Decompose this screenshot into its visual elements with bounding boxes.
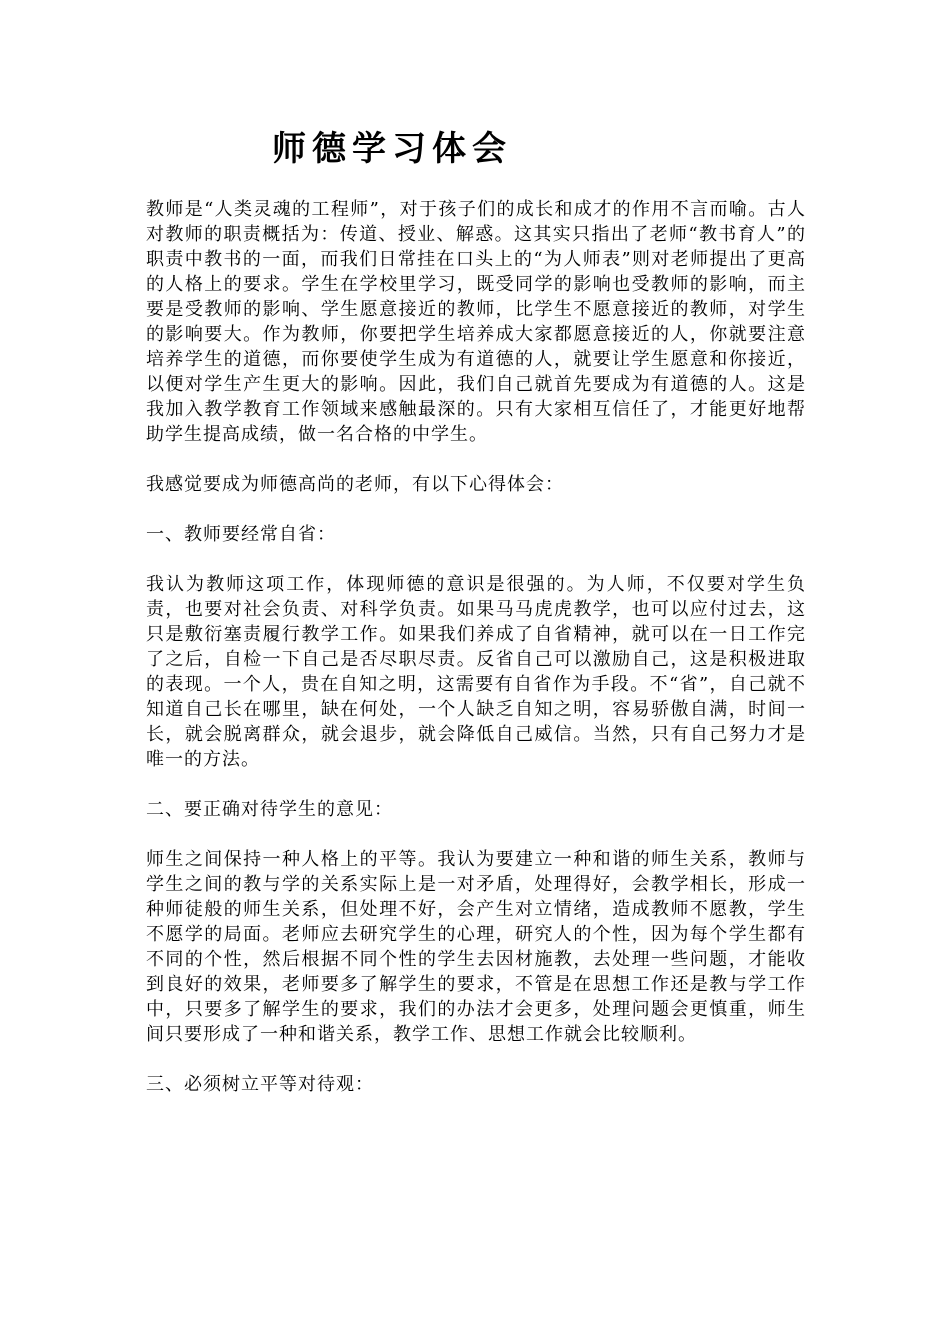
paragraph-gap: [146, 447, 806, 472]
section-1-heading: 一、教师要经常自省：: [146, 524, 336, 545]
section-2-paragraph: 师生之间保持一种人格上的平等。我认为要建立一种和谐的师生关系，教师与学生之间的教与学的关系实际上是一对矛盾，处理得好，会教学相长，形成一种师徒般的师生关系，但处理不好，会产生对立情绪，造成教师不愿教，学生不愿学的局面。老师应去研究学生的心理，研究人的个性，因为每个学生都有不同的个性，然后根据不同个性的学生去因材施教，去处理一些问题，才能收到良好的效果，老师要多了解学生的要求，不管是在思想工作还是教与学工作中，只要多了解学生的要求，我们的办法才会更多，处理问题会更慎重，师生间只要形成了一种和谐关系，教学工作、思想工作就会比较顺利。: [146, 849, 806, 1045]
intro-paragraph: 教师是“人类灵魂的工程师”，对于孩子们的成长和成才的作用不言而喻。古人对教师的职责概括为：传道、授业、解惑。这其实只指出了老师“教书育人”的职责中教书的一面，而我们日常挂在口头上的“为人师表”则对老师提出了更高的人格上的要求。学生在学校里学习，既受同学的影响也受教师的影响，而主要是受教师的影响、学生愿意接近的教师，比学生不愿意接近的教师，对学生的影响要大。作为教师，你要把学生培养成大家都愿意接近的人，你就要注意培养学生的道德，而你要使学生成为有道德的人，就要让学生愿意和你接近，以便对学生产生更大的影响。因此，我们自己就首先要成为有道德的人。这是我加入教学教育工作领域来感触最深的。只有大家相互信任了，才能更好地帮助学生提高成绩，做一名合格的中学生。: [146, 199, 806, 445]
lead-sentence: 我感觉要成为师德高尚的老师，有以下心得体会：: [146, 474, 564, 495]
document-title: 师德学习体会: [272, 129, 512, 169]
paragraph-gap: [146, 772, 806, 797]
paragraph-gap: [146, 1047, 806, 1072]
paragraph-gap: [146, 822, 806, 847]
section-2-heading: 二、要正确对待学生的意见：: [146, 799, 393, 820]
document-body: [146, 197, 806, 1097]
paragraph-gap: [146, 547, 806, 572]
section-1-paragraph: 我认为教师这项工作，体现师德的意识是很强的。为人师，不仅要对学生负责，也要对社会负责、对科学负责。如果马马虎虎教学，也可以应付过去，这只是敷衍塞责履行教学工作。如果我们养成了自省精神，就可以在一日工作完了之后，自检一下自己是否尽职尽责。反省自己可以激励自己，这是积极进取的表现。一个人，贵在自知之明，这需要有自省作为手段。不“省”，自己就不知道自己长在哪里，缺在何处，一个人缺乏自知之明，容易骄傲自满，时间一长，就会脱离群众，就会退步，就会降低自己威信。当然，只有自己努力才是唯一的方法。: [146, 574, 806, 770]
paragraph-gap: [146, 497, 806, 522]
section-3-heading: 三、必须树立平等对待观：: [146, 1074, 374, 1095]
